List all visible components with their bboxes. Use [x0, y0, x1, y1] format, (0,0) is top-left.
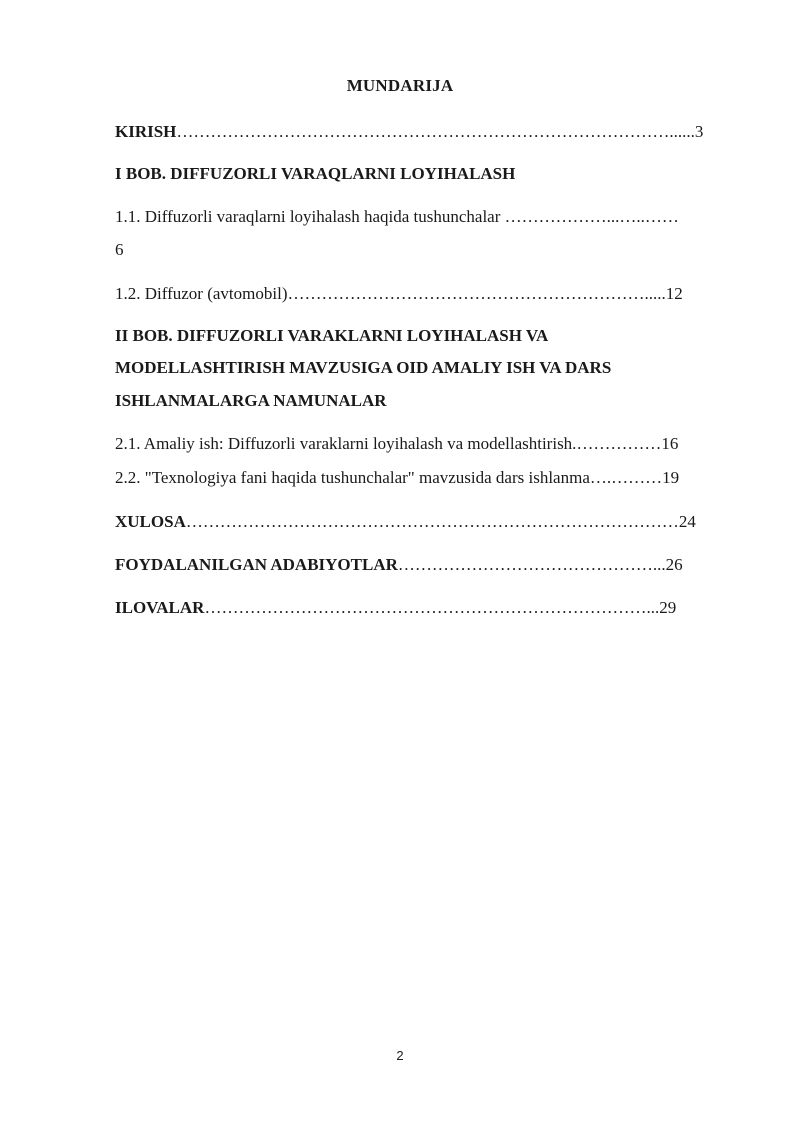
- toc-entry-label: FOYDALANILGAN ADABIYOTLAR: [115, 555, 398, 574]
- toc-entry-2-1: 2.1. Amaliy ish: Diffuzorli varaklarni loyihalash va modellashtirish.……………16: [115, 434, 679, 453]
- toc-heading-bob2-line3: ISHLANMALARGA NAMUNALAR: [115, 391, 387, 410]
- toc-heading-bob2-line1: II BOB. DIFFUZORLI VARAKLARNI LOYIHALASH VA: [115, 326, 549, 345]
- toc-entry-label: XULOSA: [115, 512, 186, 531]
- toc-entry-kirish: [115, 120, 741, 144]
- toc-entry-xulosa: [115, 510, 741, 534]
- toc-entry-1-1-page: 6: [115, 240, 124, 259]
- toc-title: MUNDARIJA: [346, 76, 454, 95]
- page-number: 2: [396, 1048, 404, 1063]
- toc-entry-leader: ……………………………………………………………………...29: [204, 598, 677, 617]
- toc-entry-foydalanilgan: [115, 553, 741, 577]
- toc-entry-label: ILOVALAR: [115, 598, 205, 617]
- toc-entry-1-2: 1.2. Diffuzor (avtomobil)……………………………………………………….....12: [115, 284, 683, 303]
- toc-entry-ilovalar: [115, 596, 741, 620]
- toc-entry-leader: ……………………………………………………………………………24: [185, 512, 696, 531]
- toc-heading-bob1: I BOB. DIFFUZORLI VARAQLARNI LOYIHALASH: [115, 164, 516, 183]
- toc-heading-bob2-line2: MODELLASHTIRISH MAVZUSIGA OID AMALIY ISH VA DARS: [115, 358, 612, 377]
- toc-entry-label: KIRISH: [115, 122, 177, 141]
- toc-entry-1-1: 1.1. Diffuzorli varaqlarni loyihalash haqida tushunchalar ………………...…..……: [115, 207, 679, 226]
- toc-entry-leader: ……………………………………………………………………………......3: [176, 122, 704, 141]
- toc-entry-2-2: 2.2. "Texnologiya fani haqida tushunchalar" mavzusida dars ishlanma….………19: [115, 468, 680, 487]
- toc-entry-leader: ………………………………………...26: [397, 555, 683, 574]
